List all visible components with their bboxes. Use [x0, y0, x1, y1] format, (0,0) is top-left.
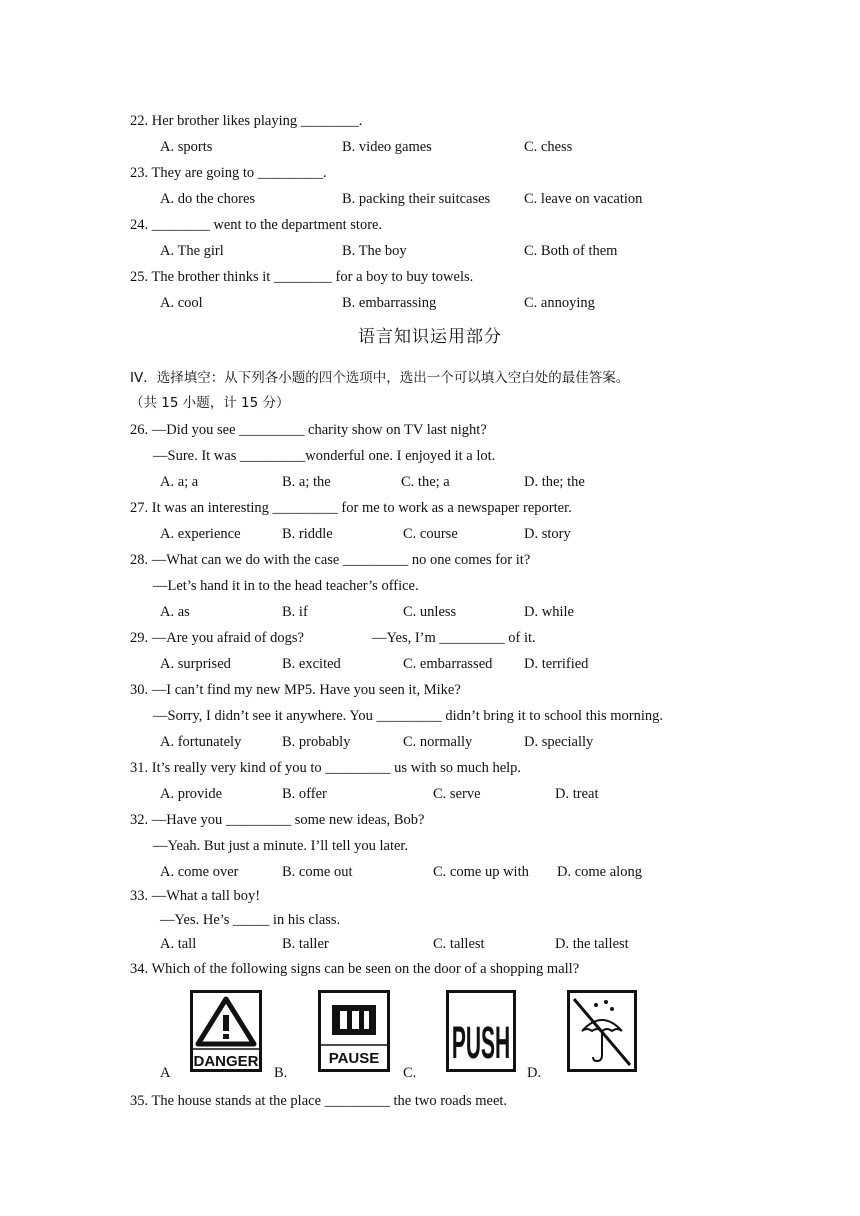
q28-option-d: D. while [524, 604, 574, 620]
question-23-stem: 23. They are going to _________. [130, 165, 327, 181]
q33-option-d: D. the tallest [555, 936, 629, 952]
question-29-answer: —Yes, I’m _________ of it. [372, 630, 536, 646]
q28-option-c: C. unless [403, 604, 457, 620]
q30-option-b: B. probably [282, 734, 351, 750]
umbrella-icon [582, 1020, 622, 1061]
question-26-line-2: —Sure. It was _________wonderful one. I enjoyed it a lot. [153, 448, 496, 464]
question-29-line-1: 29. —Are you afraid of dogs? [130, 630, 304, 646]
q26-option-c: C. the; a [401, 474, 450, 490]
question-28-line-2: —Let’s hand it in to the head teacher’s office. [153, 578, 419, 594]
q24-option-c: C. Both of them [524, 243, 618, 259]
section-4-score-note: （共 15 小题，计 15 分） [130, 395, 290, 411]
question-32-line-2: —Yeah. But just a minute. I’ll tell you later. [153, 838, 409, 854]
q22-option-b: B. video games [342, 139, 432, 155]
question-35-stem: 35. The house stands at the place _________ the two roads meet. [130, 1093, 508, 1109]
q29-option-d: D. terrified [524, 656, 589, 672]
q31-option-c: C. serve [433, 786, 481, 802]
push-sign [446, 990, 516, 1072]
pause-sign-text: PAUSE [328, 1050, 380, 1067]
q31-option-b: B. offer [282, 786, 327, 802]
q29-option-a: A. surprised [160, 656, 231, 672]
q24-option-a: A. The girl [160, 243, 224, 259]
q25-option-b: B. embarrassing [342, 295, 437, 311]
question-27-stem: 27. It was an interesting _________ for me to work as a newspaper reporter. [130, 500, 572, 516]
q26-option-a: A. a; a [160, 474, 199, 490]
q32-option-c: C. come up with [433, 864, 529, 880]
danger-sign [190, 990, 262, 1072]
q32-option-b: B. come out [282, 864, 353, 880]
q27-option-d: D. story [524, 526, 571, 542]
q34-option-c-label: C. [403, 1065, 417, 1081]
question-30-line-2: —Sorry, I didn’t see it anywhere. You _________ didn’t bring it to school this morning. [153, 708, 664, 724]
q32-option-d: D. come along [557, 864, 642, 880]
q23-option-a: A. do the chores [160, 191, 256, 207]
q30-option-c: C. normally [403, 734, 473, 750]
q33-option-c: C. tallest [433, 936, 485, 952]
q23-option-c: C. leave on vacation [524, 191, 643, 207]
question-25-stem: 25. The brother thinks it ________ for a boy to buy towels. [130, 269, 474, 285]
section-4-instructions: IV．选择填空：从下列各小题的四个选项中，选出一个可以填入空白处的最佳答案。 [130, 370, 630, 386]
q28-option-b: B. if [282, 604, 308, 620]
q22-option-a: A. sports [160, 139, 213, 155]
q28-option-a: A. as [160, 604, 190, 620]
q24-option-b: B. The boy [342, 243, 407, 259]
question-26-line-1: 26. —Did you see _________ charity show on TV last night? [130, 422, 487, 438]
q30-option-a: A. fortunately [160, 734, 242, 750]
pause-sign [318, 990, 390, 1072]
question-33-line-1: 33. —What a tall boy! [130, 888, 261, 904]
q31-option-d: D. treat [555, 786, 599, 802]
question-30-line-1: 30. —I can’t find my new MP5. Have you seen it, Mike? [130, 682, 461, 698]
q29-option-c: C. embarrassed [403, 656, 493, 672]
question-32-line-1: 32. —Have you _________ some new ideas, Bob? [130, 812, 425, 828]
rain-drops-icon [594, 1000, 614, 1011]
question-22-stem: 22. Her brother likes playing ________. [130, 113, 363, 129]
q29-option-b: B. excited [282, 656, 341, 672]
question-33-line-2: —Yes. He’s _____ in his class. [160, 912, 341, 928]
q33-option-b: B. taller [282, 936, 329, 952]
q25-option-c: C. annoying [524, 295, 595, 311]
q33-option-a: A. tall [160, 936, 197, 952]
q25-option-a: A. cool [160, 295, 203, 311]
no-umbrella-sign [567, 990, 637, 1072]
part-title: 语言知识运用部分 [358, 327, 502, 346]
q34-option-b-label: B. [274, 1065, 288, 1081]
q34-option-d-label: D. [527, 1065, 542, 1081]
q22-option-c: C. chess [524, 139, 573, 155]
danger-sign-text: DANGER [193, 1053, 259, 1070]
question-31-stem: 31. It’s really very kind of you to _________ us with so much help. [130, 760, 522, 776]
q26-option-b: B. a; the [282, 474, 331, 490]
q32-option-a: A. come over [160, 864, 239, 880]
q31-option-a: A. provide [160, 786, 223, 802]
q30-option-d: D. specially [524, 734, 594, 750]
q27-option-a: A. experience [160, 526, 241, 542]
q34-option-a-label: A [160, 1065, 171, 1081]
question-24-stem: 24. ________ went to the department store. [130, 217, 383, 233]
q27-option-c: C. course [403, 526, 458, 542]
q27-option-b: B. riddle [282, 526, 333, 542]
question-28-line-1: 28. —What can we do with the case _________ no one comes for it? [130, 552, 531, 568]
q26-option-d: D. the; the [524, 474, 585, 490]
question-34-stem: 34. Which of the following signs can be seen on the door of a shopping mall? [130, 961, 580, 977]
q23-option-b: B. packing their suitcases [342, 191, 491, 207]
push-sign-text: PUSH [451, 1018, 511, 1069]
